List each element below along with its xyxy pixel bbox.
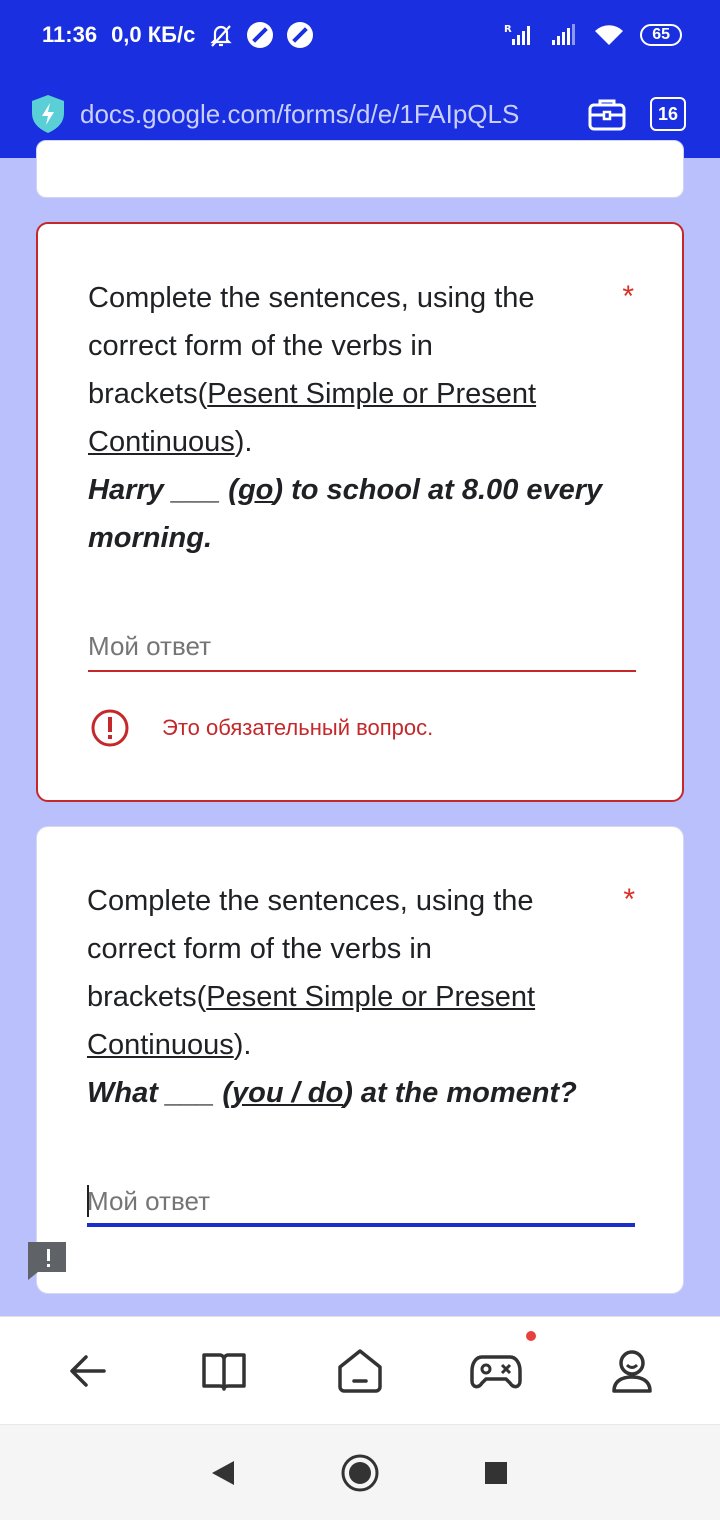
wifi-icon <box>594 23 624 47</box>
tab-count-button[interactable]: 16 <box>650 97 686 131</box>
previous-question-card <box>36 140 684 198</box>
book-icon[interactable] <box>198 1345 250 1397</box>
answer-underline-1 <box>88 670 636 672</box>
app-notification-icon <box>247 22 273 48</box>
example-after: ) to school at 8.00 every morning. <box>88 474 603 554</box>
question-tenses-2: Pesent Simple or Present Continuous <box>87 981 536 1061</box>
text-caret <box>87 1185 89 1217</box>
question-text-1 <box>88 274 608 562</box>
signal-icon <box>550 23 578 47</box>
question-text-2 <box>87 877 607 1117</box>
notification-dot <box>526 1331 536 1341</box>
app-notification-icon-2 <box>287 22 313 48</box>
question-instruction-end: ). <box>234 426 253 458</box>
sim-label: R <box>504 24 512 35</box>
error-icon <box>90 708 130 748</box>
question-instruction-end-2: ). <box>233 1029 252 1061</box>
example-after-2: ) at the moment? <box>343 1077 577 1109</box>
question-card-1 <box>36 222 684 802</box>
status-time: 11:36 <box>42 22 98 47</box>
answer-underline-2 <box>87 1223 635 1227</box>
question-instruction: Complete the sentences, using the correct form of the verbs in brackets( <box>88 282 535 410</box>
battery-indicator: 65 <box>640 24 682 46</box>
question-example-2 <box>87 1077 577 1109</box>
status-bar <box>0 0 720 70</box>
gamepad-icon <box>470 1345 522 1397</box>
error-message: Это обязательный вопрос. <box>162 715 434 740</box>
home-icon[interactable] <box>334 1345 386 1397</box>
required-mark: * <box>622 280 634 313</box>
question-tenses: Pesent Simple or Present Continuous <box>88 378 537 458</box>
browser-bottom-toolbar <box>0 1316 720 1424</box>
example-verb: go <box>237 474 274 506</box>
mute-bell-icon <box>209 22 233 48</box>
answer-input-1[interactable] <box>88 624 636 668</box>
error-message-row <box>90 708 433 748</box>
nav-home-icon[interactable] <box>340 1453 380 1493</box>
question-card-2 <box>36 826 684 1294</box>
profile-icon[interactable] <box>606 1345 658 1397</box>
feedback-icon[interactable] <box>28 1240 68 1280</box>
question-example <box>88 474 602 554</box>
toolbox-icon[interactable] <box>564 97 626 131</box>
required-mark-2: * <box>623 883 635 916</box>
question-instruction-2: Complete the sentences, using the correct form of the verbs in brackets( <box>87 885 534 1013</box>
example-verb-2: you / do <box>232 1077 344 1109</box>
example-before-2: What ___ ( <box>87 1077 233 1109</box>
secure-shield-icon[interactable] <box>30 94 66 134</box>
example-before: Harry ___ ( <box>88 474 238 506</box>
games-button[interactable] <box>470 1345 522 1397</box>
nav-back-icon[interactable] <box>204 1453 244 1493</box>
nav-recents-icon[interactable] <box>476 1453 516 1493</box>
back-arrow-icon[interactable] <box>62 1345 114 1397</box>
system-nav-bar <box>0 1424 720 1520</box>
answer-input-2[interactable] <box>87 1179 635 1223</box>
signal-roaming-icon <box>504 23 534 47</box>
url-text[interactable]: docs.google.com/forms/d/e/1FAIpQLS <box>80 98 520 129</box>
status-net-speed: 0,0 КБ/с <box>111 22 196 47</box>
browser-top-bar <box>0 0 720 158</box>
